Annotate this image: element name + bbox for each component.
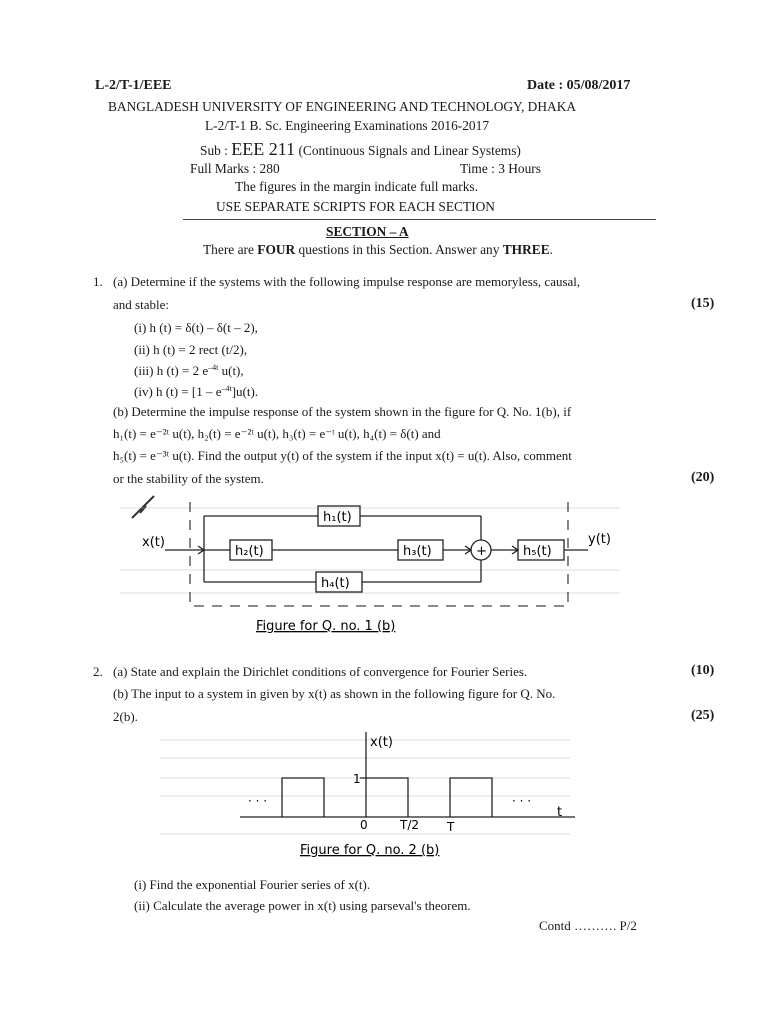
t-axis-label: t <box>557 805 563 820</box>
q1-number: 1. <box>93 274 103 289</box>
h2-label: h₂(t) <box>235 544 264 559</box>
q2b-item-i: (i) Find the exponential Fourier series of x(t). <box>134 877 371 892</box>
q1b-h1: h <box>113 426 120 441</box>
q2b-figure-caption: Figure for Q. no. 2 (b) <box>300 843 440 858</box>
q1a-iv-sup: –4t <box>221 384 232 393</box>
pulse-left <box>282 778 324 817</box>
subject-code: EEE 211 <box>231 139 296 159</box>
q2b-text-line1: (b) The input to a system in given by x(t) as shown in the following figure for Q. No. <box>113 686 556 701</box>
q1a-item-ii: (ii) h (t) = 2 rect (t/2), <box>134 342 248 357</box>
output-label: y(t) <box>588 532 611 547</box>
left-ellipsis: · · · <box>248 794 268 808</box>
t-half-period-label: T/2 <box>400 818 420 832</box>
exam-title: L-2/T-1 B. Sc. Engineering Examinations 2016-2017 <box>205 118 490 133</box>
q1a-marks: (15) <box>691 296 715 311</box>
intro-bold-three: THREE <box>502 242 550 257</box>
q1a-item-iii <box>134 363 244 379</box>
h3-label: h₃(t) <box>403 544 432 559</box>
header-divider <box>183 219 656 220</box>
q2-number: 2. <box>93 664 103 679</box>
q2b-pulse-train-figure <box>160 726 580 866</box>
amplitude-one-label: 1 <box>353 772 361 786</box>
q1b-text-line3: h₅(t) = e⁻³ᵗ u(t). Find the output y(t) of the system if the input x(t) = u(t). Also, comment <box>113 448 572 463</box>
q1b-figure-caption: Figure for Q. no. 1 (b) <box>256 619 396 634</box>
q1a-iii-sup: –4t <box>208 363 219 372</box>
q1a-text-line2: and stable: <box>113 297 169 312</box>
x-axis-label: x(t) <box>370 735 393 750</box>
q1b-text-line2 <box>113 426 653 442</box>
q2a-text: (a) State and explain the Dirichlet conditions of convergence for Fourier Series. <box>113 664 528 679</box>
scripts-note: USE SEPARATE SCRIPTS FOR EACH SECTION <box>216 199 495 214</box>
q1a-item-iv <box>134 384 258 400</box>
subject-prefix: Sub : <box>200 143 232 158</box>
h4-label: h₄(t) <box>321 576 350 591</box>
sum-sign: + <box>476 544 487 559</box>
course-code: L-2/T-1/EEE <box>95 78 172 93</box>
exam-date: Date : 05/08/2017 <box>527 78 631 93</box>
h5-label: h₅(t) <box>523 544 552 559</box>
q1b-block-diagram <box>120 488 620 648</box>
university-name: BANGLADESH UNIVERSITY OF ENGINEERING AND TECHNOLOGY, DHAKA <box>108 99 577 114</box>
q1b-text-line4: or the stability of the system. <box>113 471 264 486</box>
right-ellipsis: · · · <box>512 794 532 808</box>
subject-title: (Continuous Signals and Linear Systems) <box>295 143 521 158</box>
section-title: SECTION – A <box>326 224 409 239</box>
intro-text-3: . <box>549 242 553 257</box>
q2b-marks: (25) <box>691 708 715 723</box>
intro-text-2: questions in this Section. Answer any <box>295 242 503 257</box>
q1a-text-line1: (a) Determine if the systems with the following impulse response are memoryless, causal, <box>113 274 581 289</box>
contd-footer: Contd ………. P/2 <box>539 918 637 933</box>
t-zero-label: 0 <box>360 818 368 832</box>
subject-line <box>200 139 521 160</box>
q1a-iv-post: ]u(t). <box>231 384 259 399</box>
q1a-item-i: (i) h (t) = δ(t) – δ(t – 2), <box>134 320 258 335</box>
q1a-iii-post: u(t), <box>218 363 244 378</box>
h1-label: h₁(t) <box>323 510 352 525</box>
intro-bold-four: FOUR <box>257 242 296 257</box>
full-marks: Full Marks : 280 <box>190 161 280 176</box>
exam-time: Time : 3 Hours <box>460 161 541 176</box>
q1b-text-line1: (b) Determine the impulse response of the system shown in the figure for Q. No. 1(b), if <box>113 404 572 419</box>
margin-note: The figures in the margin indicate full marks. <box>235 179 478 194</box>
section-intro <box>203 242 553 258</box>
pulse-center <box>366 778 408 817</box>
q1b-line2-rest: ₁(t) = e⁻²ᵗ u(t), h₂(t) = e⁻²ᵗ u(t), h₃(t) = e⁻ᵗ u(t), h₄(t) = δ(t) and <box>119 426 441 441</box>
q2b-item-ii: (ii) Calculate the average power in x(t) using parseval's theorem. <box>134 898 471 913</box>
q1a-iv-pre: (iv) h (t) = [1 – e <box>134 384 222 399</box>
q1a-iii-pre: (iii) h (t) = 2 e <box>134 363 209 378</box>
q1b-marks: (20) <box>691 470 715 485</box>
t-period-label: T <box>447 820 455 834</box>
intro-text-1: There are <box>203 242 258 257</box>
q2b-text-line2: 2(b). <box>113 709 138 724</box>
pulse-right <box>450 778 492 817</box>
q2a-marks: (10) <box>691 663 715 678</box>
input-label: x(t) <box>142 535 165 550</box>
